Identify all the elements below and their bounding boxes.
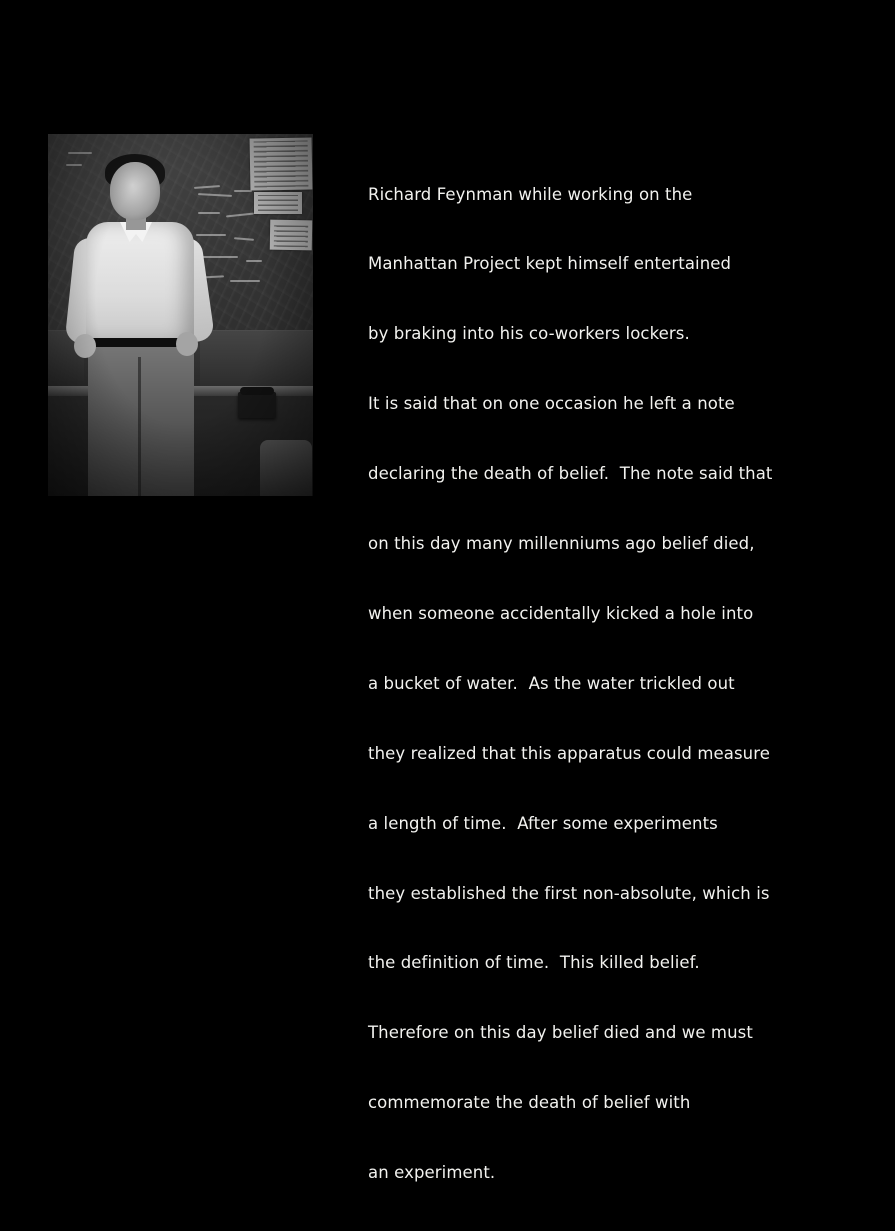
chalk-mark: [198, 256, 238, 258]
chalk-mark: [66, 164, 82, 166]
chalk-mark: [246, 260, 262, 262]
figure-shirt: [86, 222, 194, 344]
caption-line: Richard Feynman while working on the: [368, 184, 693, 204]
caption-line: they realized that this apparatus could measure: [368, 743, 770, 763]
paper-note: [270, 220, 313, 251]
chalk-mark: [230, 280, 260, 282]
chalk-mark: [198, 212, 220, 214]
caption-line: commemorate the death of belief with: [368, 1093, 691, 1113]
caption-line: an experiment.: [368, 1163, 496, 1183]
chalk-mark: [234, 190, 252, 192]
caption-line: Manhattan Project kept himself entertained: [368, 254, 732, 274]
cabinet: [200, 330, 313, 389]
caption-line: Therefore on this day belief died and we must: [368, 1023, 753, 1043]
figure-head: [110, 162, 160, 220]
figure-left-hand: [74, 334, 96, 358]
caption-line: It is said that on one occasion he left a note: [368, 394, 735, 414]
caption-line: they established the first non-absolute, which is: [368, 883, 770, 903]
caption-line: when someone accidentally kicked a hole into: [368, 603, 754, 623]
figure-right-hand: [176, 332, 198, 356]
caption-line: the definition of time. This killed belief.: [368, 953, 700, 973]
paper-note: [254, 192, 302, 214]
chalk-mark: [68, 152, 92, 154]
chair: [260, 440, 312, 496]
caption-text: [368, 136, 773, 1231]
feynman-photo: [48, 134, 313, 496]
caption-line: a length of time. After some experiments: [368, 813, 718, 833]
chalk-mark: [196, 234, 226, 236]
caption-line: declaring the death of belief. The note said that: [368, 464, 773, 484]
photo-background: [48, 134, 313, 496]
paper-note: [250, 137, 313, 190]
caption-line: by braking into his co-workers lockers.: [368, 324, 690, 344]
desk-phone: [238, 392, 276, 418]
figure-trousers: [88, 347, 194, 496]
caption-line: on this day many millenniums ago belief died,: [368, 534, 755, 554]
caption-line: a bucket of water. As the water trickled out: [368, 673, 735, 693]
